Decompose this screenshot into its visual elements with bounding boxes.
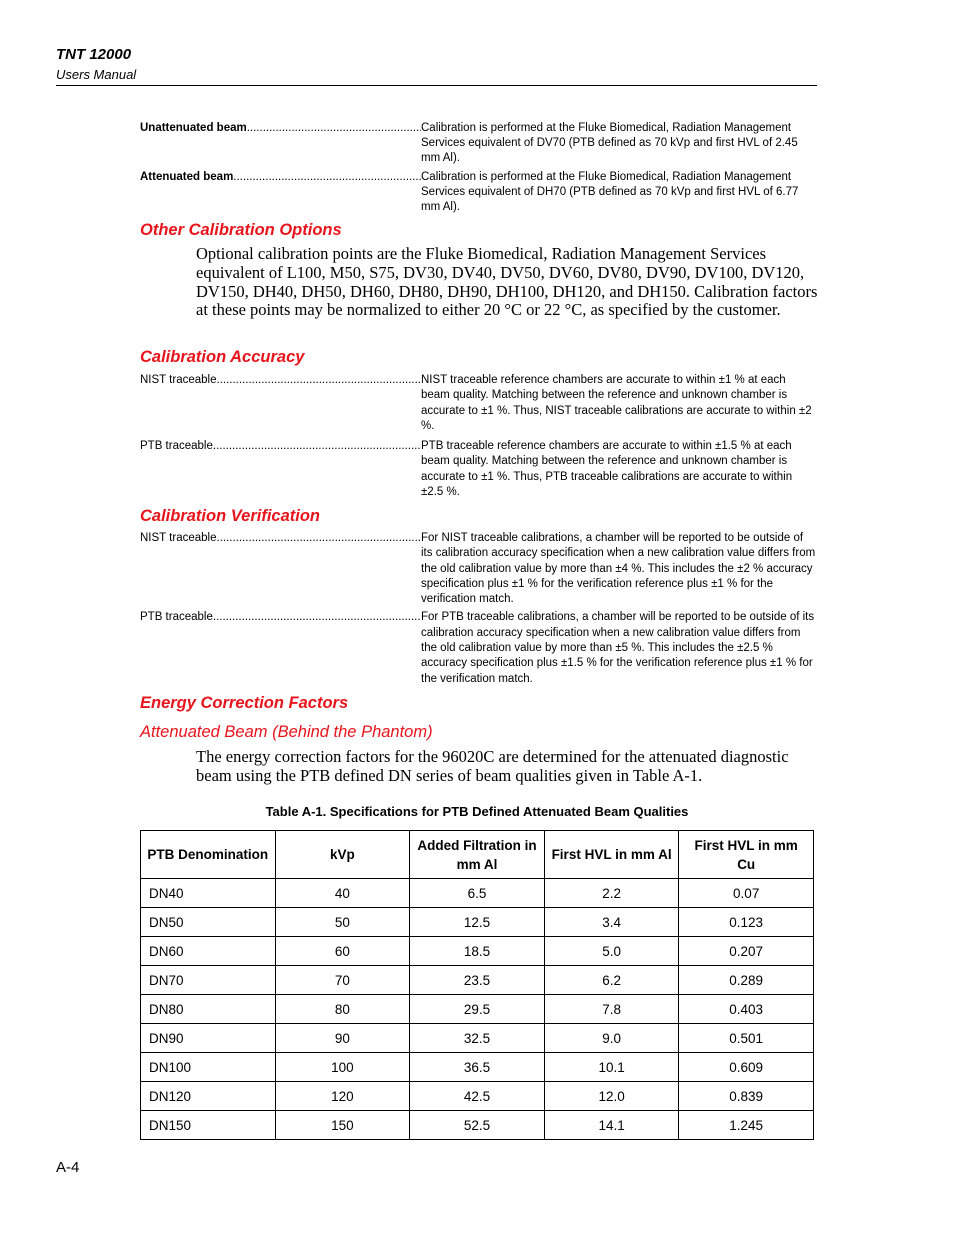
table-cell: 0.501 — [679, 1024, 814, 1053]
table-cell: 80 — [275, 995, 410, 1024]
definition-description: PTB traceable reference chambers are accurate to within ±1.5 % at each beam quality. Matching between the reference and unknown chamber is accurate to ±1 %. Thus, PTB traceable calibrations are accurate to within ±2.5 %. — [421, 440, 793, 499]
table-row — [141, 908, 814, 937]
verification-definition-list — [140, 531, 816, 687]
table-row — [141, 966, 814, 995]
definition-row — [140, 610, 816, 686]
table-row — [141, 937, 814, 966]
header-rule — [56, 85, 817, 86]
table-cell: 0.403 — [679, 995, 814, 1024]
subsection-heading-attenuated-beam: Attenuated Beam (Behind the Phantom) — [140, 723, 433, 741]
table-caption: Table A-1. Specifications for PTB Defined Attenuated Beam Qualities — [265, 804, 689, 819]
table-cell: 9.0 — [544, 1024, 679, 1053]
definition-term: NIST traceable ..... — [140, 531, 421, 607]
table-row — [141, 1082, 814, 1111]
table-cell: 150 — [275, 1111, 410, 1140]
table-cell: 60 — [275, 937, 410, 966]
column-header: PTB Denomination — [141, 831, 276, 879]
table-cell: 32.5 — [410, 1024, 545, 1053]
table-cell: DN80 — [141, 995, 276, 1024]
definition-term: NIST traceable ..... — [140, 373, 421, 434]
table-cell: DN150 — [141, 1111, 276, 1140]
table-row — [141, 879, 814, 908]
column-header: Added Filtration in mm Al — [410, 831, 545, 879]
table-cell: 120 — [275, 1082, 410, 1111]
section-heading-calibration-verification: Calibration Verification — [140, 507, 321, 525]
energy-paragraph: The energy correction factors for the 96020C are determined for the attenuated diagnostic beam using the PTB defined DN series of beam qualities given in Table A-1. — [196, 747, 789, 785]
table-cell: DN120 — [141, 1082, 276, 1111]
table-cell: DN40 — [141, 879, 276, 908]
table-cell: 50 — [275, 908, 410, 937]
table-cell: 23.5 — [410, 966, 545, 995]
definition-term: PTB traceable ..... — [140, 439, 421, 500]
table-cell: 0.609 — [679, 1053, 814, 1082]
table-cell: 0.123 — [679, 908, 814, 937]
definition-term: Attenuated beam ..... — [140, 170, 421, 215]
definition-row — [140, 121, 816, 166]
table-cell: 6.2 — [544, 966, 679, 995]
table-header-row — [141, 831, 814, 879]
column-header: kVp — [275, 831, 410, 879]
document-subtitle: Users Manual — [56, 67, 137, 82]
definition-term: PTB traceable ..... — [140, 610, 421, 686]
table-row — [141, 1024, 814, 1053]
page-number: A-4 — [56, 1159, 80, 1176]
table-cell: 7.8 — [544, 995, 679, 1024]
table-cell: DN70 — [141, 966, 276, 995]
table-cell: 2.2 — [544, 879, 679, 908]
table-row — [141, 1111, 814, 1140]
definition-description: NIST traceable reference chambers are accurate to within ±1 % at each beam quality. Matching between the reference and unknown chamber is accurate to ±1 %. Thus, NIST traceable calibrations are accurate to within ±2 %. — [421, 374, 812, 432]
table-cell: 5.0 — [544, 937, 679, 966]
definition-row — [140, 373, 816, 434]
table-cell: DN100 — [141, 1053, 276, 1082]
table-row — [141, 1053, 814, 1082]
beam-quality-table — [140, 830, 814, 1140]
table-cell: 12.0 — [544, 1082, 679, 1111]
table-cell: 0.207 — [679, 937, 814, 966]
document-title: TNT 12000 — [56, 46, 132, 63]
table-row — [141, 995, 814, 1024]
column-header: First HVL in mm Cu — [679, 831, 814, 879]
definition-description: Calibration is performed at the Fluke Biomedical, Radiation Management Services equivalent of DH70 (PTB defined as 70 kVp and first HVL of 6.77 mm Al). — [421, 171, 799, 213]
table-cell: 70 — [275, 966, 410, 995]
table-cell: 1.245 — [679, 1111, 814, 1140]
table-cell: 3.4 — [544, 908, 679, 937]
definition-row — [140, 170, 816, 215]
table-cell: 18.5 — [410, 937, 545, 966]
table-cell: DN60 — [141, 937, 276, 966]
definition-term: Unattenuated beam ..... — [140, 121, 421, 166]
definition-description: For PTB traceable calibrations, a chamber will be reported to be outside of its calibration accuracy specification when a new calibration value differs from the old calibration value by more than ±5 %. This includes the ±2.5 % accuracy specification plus ±1.5 % for the verification reference plus ±1 % for the verification match. — [421, 611, 815, 685]
beam-definition-list — [140, 121, 816, 215]
table-cell: 42.5 — [410, 1082, 545, 1111]
section-heading-other-calibration-options: Other Calibration Options — [140, 221, 342, 239]
section-heading-calibration-accuracy: Calibration Accuracy — [140, 348, 305, 366]
table-cell: 90 — [275, 1024, 410, 1053]
section-heading-energy-correction-factors: Energy Correction Factors — [140, 694, 349, 712]
table-cell: 6.5 — [410, 879, 545, 908]
table-cell: DN90 — [141, 1024, 276, 1053]
table-cell: 10.1 — [544, 1053, 679, 1082]
table-cell: 36.5 — [410, 1053, 545, 1082]
accuracy-definition-list — [140, 373, 816, 500]
table-cell: 0.289 — [679, 966, 814, 995]
definition-description: Calibration is performed at the Fluke Biomedical, Radiation Management Services equivalent of DV70 (PTB defined as 70 kVp and first HVL of 2.45 mm Al). — [421, 122, 798, 164]
other-options-paragraph: Optional calibration points are the Fluke Biomedical, Radiation Management Services equivalent of L100, M50, S75, DV30, DV40, DV50, DV60, DV80, DV90, DV100, DV120, DV150, DH40, DH50, DH60, DH80, DH90, DH100, DH120, and DH150. Calibration factors at these points may be normalized to either 20 °C or 22 °C, as specified by the customer. — [196, 244, 818, 320]
table-cell: 40 — [275, 879, 410, 908]
definition-row — [140, 439, 816, 500]
table-cell: 0.839 — [679, 1082, 814, 1111]
definition-row — [140, 531, 816, 607]
definition-description: For NIST traceable calibrations, a chamber will be reported to be outside of its calibration accuracy specification when a new calibration value differs from the old calibration value by more than ±4 %. This includes the ±2 % accuracy specification plus ±1 % for the verification reference plus ±1 % for the verification match. — [421, 532, 816, 606]
table-body — [141, 879, 814, 1140]
table-cell: 12.5 — [410, 908, 545, 937]
table-cell: DN50 — [141, 908, 276, 937]
table-cell: 100 — [275, 1053, 410, 1082]
table-cell: 14.1 — [544, 1111, 679, 1140]
column-header: First HVL in mm Al — [544, 831, 679, 879]
table-cell: 0.07 — [679, 879, 814, 908]
table-cell: 52.5 — [410, 1111, 545, 1140]
table-cell: 29.5 — [410, 995, 545, 1024]
